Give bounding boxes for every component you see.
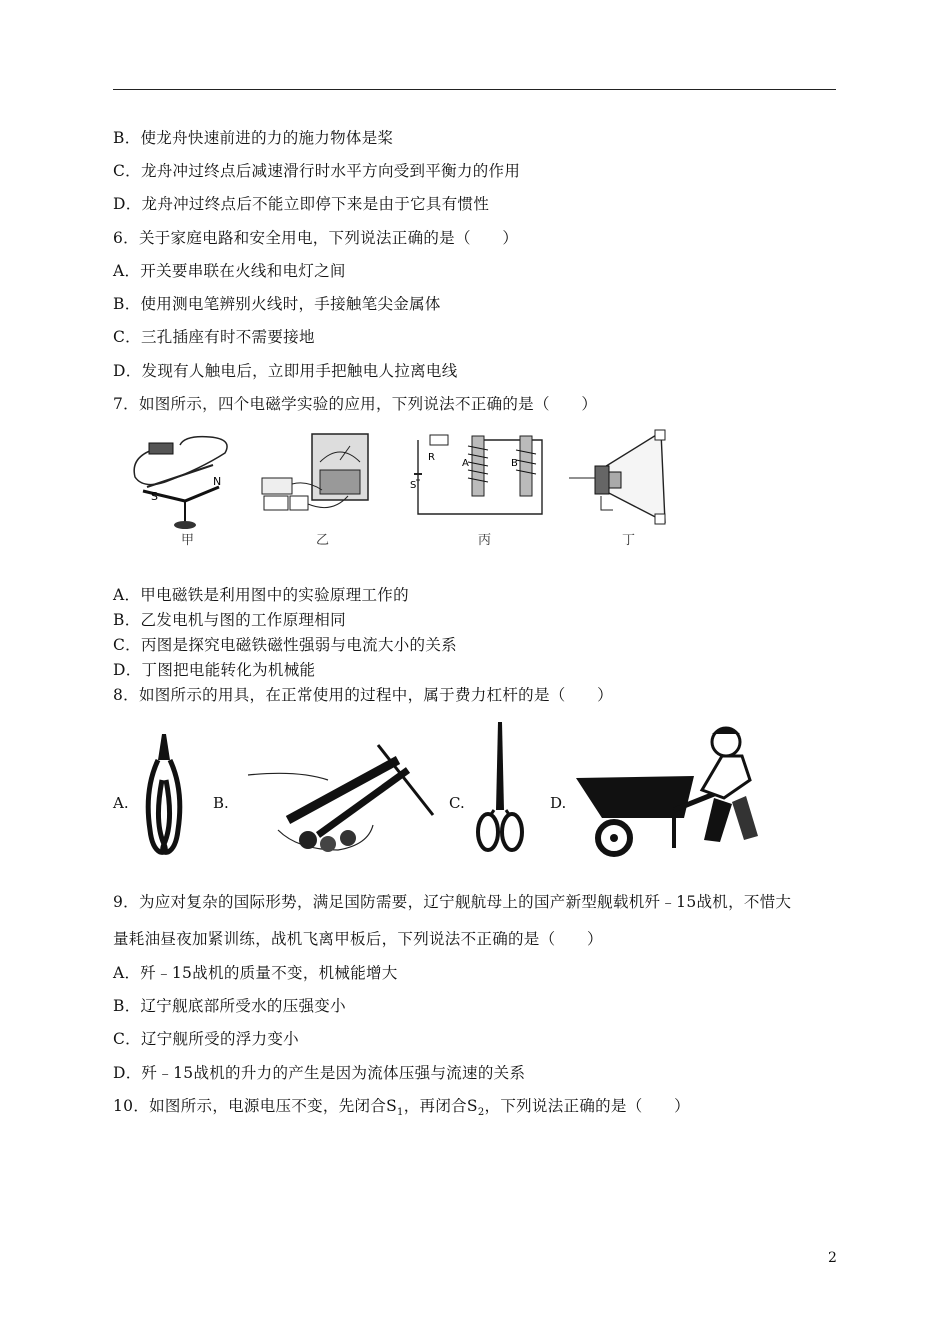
q10-sub-1: 1 bbox=[397, 1107, 404, 1119]
tool-hand-cutter-b bbox=[238, 740, 438, 860]
q6-option-b: B．使用测电笔辨别火线时，手接触笔尖金属体 bbox=[113, 295, 441, 313]
figure-yi-generator bbox=[252, 432, 370, 527]
q7-option-b: B．乙发电机与图的工作原理相同 bbox=[113, 611, 346, 629]
q8-stem: 8．如图所示的用具，在正常使用的过程中，属于费力杠杆的是（ ） bbox=[113, 686, 613, 704]
q5-option-c: C．龙舟冲过终点后减速滑行时水平方向受到平衡力的作用 bbox=[113, 162, 521, 180]
fig-label-b: B bbox=[511, 458, 518, 469]
q8-label-d: D. bbox=[550, 794, 567, 812]
fig-label-a: A bbox=[462, 458, 469, 469]
tool-wheelbarrow-d bbox=[574, 720, 764, 860]
fig-label-r: R bbox=[428, 452, 435, 463]
q6-option-d: D．发现有人触电后，立即用手把触电人拉离电线 bbox=[113, 362, 458, 380]
q7-option-a: A．甲电磁铁是利用图中的实验原理工作的 bbox=[113, 586, 409, 604]
figure-ding-speaker bbox=[565, 428, 675, 530]
q10-stem-part-c: ，下列说法正确的是（ ） bbox=[484, 1097, 690, 1115]
fig-label-s2: S bbox=[410, 480, 417, 491]
tool-pliers-a bbox=[140, 730, 188, 860]
q8-label-c: C. bbox=[449, 794, 465, 812]
fig-label-s: S bbox=[151, 490, 158, 503]
fig-label-n: N bbox=[213, 475, 222, 488]
q9-option-c: C．辽宁舰所受的浮力变小 bbox=[113, 1030, 299, 1048]
q9-option-a: A．歼﹣15战机的质量不变，机械能增大 bbox=[113, 964, 398, 982]
q6-stem: 6．关于家庭电路和安全用电，下列说法正确的是（ ） bbox=[113, 229, 519, 247]
q9-option-b: B．辽宁舰底部所受水的压强变小 bbox=[113, 997, 346, 1015]
q10-stem-part-a: 10．如图所示，电源电压不变，先闭合S bbox=[113, 1097, 398, 1115]
figure-bing-electromagnets bbox=[410, 428, 550, 524]
q6-option-a: A．开关要串联在火线和电灯之间 bbox=[113, 262, 346, 280]
q10-sub-2: 2 bbox=[477, 1107, 485, 1119]
fig-caption-jia: 甲 bbox=[181, 533, 195, 548]
page-number: 2 bbox=[828, 1250, 837, 1266]
q10-stem-part-b: ，再闭合S bbox=[403, 1097, 478, 1115]
q9-stem-line2: 量耗油昼夜加紧训练，战机飞离甲板后，下列说法不正确的是（ ） bbox=[113, 930, 603, 948]
q6-option-c: C．三孔插座有时不需要接地 bbox=[113, 328, 315, 346]
q7-stem: 7．如图所示，四个电磁学实验的应用，下列说法不正确的是（ ） bbox=[113, 395, 598, 413]
figure-jia-oersted bbox=[125, 427, 235, 547]
tool-scissors-c bbox=[474, 720, 526, 858]
q8-label-a: A. bbox=[113, 794, 129, 812]
q9-option-d: D．歼﹣15战机的升力的产生是因为流体压强与流速的关系 bbox=[113, 1064, 526, 1082]
q8-label-b: B. bbox=[213, 794, 229, 812]
q9-stem-line1: 9．为应对复杂的国际形势，满足国防需要，辽宁舰航母上的国产新型舰载机歼﹣15战机，不惜大 bbox=[113, 893, 792, 911]
fig-caption-bing: 丙 bbox=[478, 533, 492, 548]
q5-option-b: B．使龙舟快速前进的力的施力物体是桨 bbox=[113, 129, 394, 147]
fig-caption-ding: 丁 bbox=[622, 533, 636, 548]
q5-option-d: D．龙舟冲过终点后不能立即停下来是由于它具有惯性 bbox=[113, 195, 490, 213]
q7-option-d: D．丁图把电能转化为机械能 bbox=[113, 661, 316, 679]
q7-option-c: C．丙图是探究电磁铁磁性强弱与电流大小的关系 bbox=[113, 636, 457, 654]
fig-caption-yi: 乙 bbox=[316, 533, 330, 548]
header-rule bbox=[113, 89, 836, 90]
q10-stem bbox=[113, 1096, 690, 1123]
